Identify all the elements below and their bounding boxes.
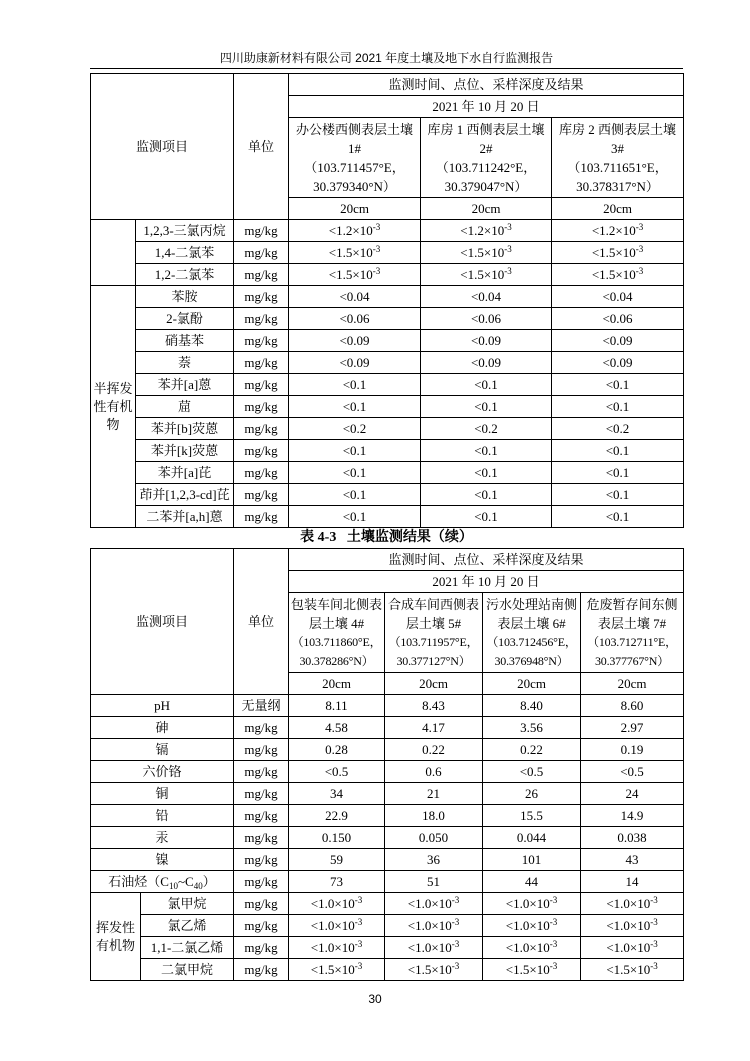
unit-cell: mg/kg [234, 484, 289, 506]
result-value: <0.1 [421, 440, 552, 462]
result-value: <0.1 [421, 462, 552, 484]
exponent-superscript: -3 [372, 221, 381, 232]
table-row [91, 717, 684, 739]
exponent-superscript: -3 [372, 243, 381, 254]
result-value [421, 264, 552, 286]
monitoring-item: 1,1-二氯乙烯 [141, 937, 234, 959]
unit-cell: mg/kg [234, 937, 289, 959]
exponent-superscript: -3 [504, 221, 512, 232]
result-value: 44 [483, 871, 581, 893]
result-value: <0.1 [421, 374, 552, 396]
result-value: 2.97 [581, 717, 684, 739]
result-value [483, 915, 581, 937]
text-run: ~C [177, 873, 194, 889]
monitoring-item: 二氯甲烷 [141, 959, 234, 981]
table-row [91, 308, 684, 330]
exponent-superscript: -3 [504, 265, 512, 276]
sampling-depth: 20cm [581, 673, 684, 695]
unit-cell: mg/kg [234, 308, 289, 330]
sampling-point-coordinates: （103.711242°E，30.379047°N） [435, 159, 537, 194]
result-value: 22.9 [289, 805, 385, 827]
result-value [483, 893, 581, 915]
monitoring-item: 1,2-二氯苯 [136, 264, 234, 286]
sampling-depth: 20cm [289, 198, 421, 220]
sampling-date: 2021 年 10 月 20 日 [289, 571, 684, 593]
table-row [91, 462, 684, 484]
result-value: <0.1 [289, 396, 421, 418]
text-run: <1.5×10 [606, 961, 651, 977]
result-value: 0.150 [289, 827, 385, 849]
monitoring-item: 苯并[k]荧蒽 [136, 440, 234, 462]
result-value: <0.2 [421, 418, 552, 440]
table-title: 表 4-3 土壤监测结果（续） [300, 530, 473, 545]
result-value: <0.04 [289, 286, 421, 308]
result-value: <0.04 [421, 286, 552, 308]
sampling-point-name: 库房 2 西侧表层土壤 3# [559, 121, 677, 156]
monitoring-item-header: 监测项目 [91, 549, 234, 695]
text-run: <1.0×10 [407, 939, 452, 955]
page-header: 四川助康新材料有限公司 2021 年度土壤及地下水自行监测报告 [219, 51, 554, 65]
sampling-point-header [289, 593, 385, 673]
unit-cell: mg/kg [234, 440, 289, 462]
sampling-point-coordinates: （103.711957°E，30.377127°N） [388, 634, 479, 668]
monitoring-item: pH [91, 695, 234, 717]
sampling-point-name: 危废暂存间东侧表层土壤 7# [586, 596, 678, 631]
result-value: 14 [581, 871, 684, 893]
text-run: <1.5×10 [460, 266, 505, 282]
exponent-superscript: -3 [451, 894, 460, 905]
exponent-superscript: -3 [549, 916, 558, 927]
monitoring-item: 苯并[b]荧蒽 [136, 418, 234, 440]
result-value: 0.22 [483, 739, 581, 761]
unit-cell: mg/kg [234, 827, 289, 849]
sampling-point-name: 办公楼西侧表层土壤 1# [296, 121, 414, 156]
unit-cell: mg/kg [234, 506, 289, 528]
monitoring-item: 铅 [91, 805, 234, 827]
result-value: <0.09 [552, 352, 684, 374]
monitoring-item: 氯甲烷 [141, 893, 234, 915]
results-header: 监测时间、点位、采样深度及结果 [289, 74, 684, 96]
result-value: <0.09 [289, 330, 421, 352]
table-row [91, 849, 684, 871]
result-value: <0.1 [289, 462, 421, 484]
unit-cell: mg/kg [234, 264, 289, 286]
unit-cell: mg/kg [234, 805, 289, 827]
subscript: 10 [168, 880, 178, 891]
unit-cell: mg/kg [234, 374, 289, 396]
result-value: 34 [289, 783, 385, 805]
soil-monitoring-results-table-4-3 [90, 548, 684, 981]
sampling-point-header [385, 593, 483, 673]
table-row [91, 761, 684, 783]
unit-cell: mg/kg [234, 959, 289, 981]
monitoring-item: 镍 [91, 849, 234, 871]
unit-cell: mg/kg [234, 242, 289, 264]
unit-cell: mg/kg [234, 849, 289, 871]
result-value: 8.11 [289, 695, 385, 717]
result-value: <0.2 [289, 418, 421, 440]
result-value: 4.58 [289, 717, 385, 739]
exponent-superscript: -3 [635, 265, 644, 276]
result-value [289, 264, 421, 286]
exponent-superscript: -3 [354, 938, 363, 949]
unit-header: 单位 [234, 549, 289, 695]
sampling-depth: 20cm [385, 673, 483, 695]
result-value: <0.1 [289, 374, 421, 396]
sampling-point-header [483, 593, 581, 673]
result-value: 15.5 [483, 805, 581, 827]
monitoring-item: 硝基苯 [136, 330, 234, 352]
table-row [91, 871, 684, 893]
text-run: <1.2×10 [460, 222, 505, 238]
result-value: <0.09 [421, 330, 552, 352]
result-value: 0.050 [385, 827, 483, 849]
result-value: <0.04 [552, 286, 684, 308]
text-run: <1.5×10 [310, 961, 355, 977]
result-value: 73 [289, 871, 385, 893]
result-value: <0.1 [552, 506, 684, 528]
sampling-depth: 20cm [552, 198, 684, 220]
exponent-superscript: -3 [635, 243, 644, 254]
sampling-point-header [552, 118, 684, 198]
exponent-superscript: -3 [635, 221, 644, 232]
sampling-point-header [581, 593, 684, 673]
monitoring-item: 氯乙烯 [141, 915, 234, 937]
sampling-depth: 20cm [421, 198, 552, 220]
monitoring-item: 汞 [91, 827, 234, 849]
table-row [91, 352, 684, 374]
header-row [91, 549, 684, 571]
unit-cell: mg/kg [234, 286, 289, 308]
table-row [91, 695, 684, 717]
text-run: ） [202, 873, 216, 889]
result-value [289, 915, 385, 937]
monitoring-item: 六价铬 [91, 761, 234, 783]
result-value [552, 220, 684, 242]
result-value: <0.1 [289, 484, 421, 506]
result-value [289, 893, 385, 915]
table-row [91, 484, 684, 506]
result-value: 3.56 [483, 717, 581, 739]
result-value [385, 915, 483, 937]
unit-cell: mg/kg [234, 418, 289, 440]
result-value: 0.22 [385, 739, 483, 761]
unit-header: 单位 [234, 74, 289, 220]
result-value: 24 [581, 783, 684, 805]
result-value: <0.1 [552, 462, 684, 484]
text-run: <1.0×10 [310, 939, 355, 955]
table-row [91, 220, 684, 242]
result-value [483, 937, 581, 959]
monitoring-item: 铜 [91, 783, 234, 805]
text-run: <1.0×10 [407, 917, 452, 933]
result-value: 43 [581, 849, 684, 871]
category-cell [91, 220, 136, 286]
sampling-point-header [421, 118, 552, 198]
exponent-superscript: -3 [650, 894, 658, 905]
result-value: 14.9 [581, 805, 684, 827]
unit-cell: mg/kg [234, 893, 289, 915]
result-value: <0.5 [483, 761, 581, 783]
monitoring-item: 1,2,3-三氯丙烷 [136, 220, 234, 242]
unit-cell: mg/kg [234, 871, 289, 893]
result-value: 18.0 [385, 805, 483, 827]
result-value [421, 220, 552, 242]
sampling-point-coordinates: （103.711860°E，30.378286°N） [291, 634, 382, 668]
exponent-superscript: -3 [451, 916, 460, 927]
monitoring-item: 萘 [136, 352, 234, 374]
result-value [289, 220, 421, 242]
table-row [91, 286, 684, 308]
result-value [421, 242, 552, 264]
result-value: 4.17 [385, 717, 483, 739]
text-run: <1.0×10 [310, 895, 355, 911]
monitoring-item: 苯胺 [136, 286, 234, 308]
exponent-superscript: -3 [650, 916, 658, 927]
result-value: <0.09 [552, 330, 684, 352]
unit-cell: mg/kg [234, 739, 289, 761]
exponent-superscript: -3 [549, 894, 558, 905]
text-run: <1.5×10 [328, 266, 373, 282]
text-run: <1.5×10 [407, 961, 452, 977]
result-value [289, 242, 421, 264]
table-row [91, 418, 684, 440]
exponent-superscript: -3 [354, 894, 363, 905]
unit-cell: mg/kg [234, 220, 289, 242]
text-run: <1.0×10 [505, 917, 550, 933]
result-value: 101 [483, 849, 581, 871]
result-value: <0.06 [289, 308, 421, 330]
table-row [91, 506, 684, 528]
text-run: <1.5×10 [591, 244, 636, 260]
text-run: <1.0×10 [606, 939, 651, 955]
table-row [91, 959, 684, 981]
exponent-superscript: -3 [354, 960, 363, 971]
result-value: <0.09 [421, 352, 552, 374]
result-value: <0.1 [552, 440, 684, 462]
unit-cell: mg/kg [234, 783, 289, 805]
table-row [91, 827, 684, 849]
unit-cell: mg/kg [234, 761, 289, 783]
table-row [91, 242, 684, 264]
result-value: <0.5 [581, 761, 684, 783]
result-value [385, 893, 483, 915]
result-value: 8.60 [581, 695, 684, 717]
exponent-superscript: -3 [504, 243, 512, 254]
result-value [581, 915, 684, 937]
exponent-superscript: -3 [372, 265, 381, 276]
result-value: 0.28 [289, 739, 385, 761]
monitoring-item: 苯并[a]芘 [136, 462, 234, 484]
sampling-point-name: 合成车间西侧表层土壤 5# [388, 596, 480, 631]
result-value: <0.1 [421, 484, 552, 506]
sampling-point-coordinates: （103.712711°E，30.377767°N） [587, 634, 677, 668]
sampling-point-coordinates: （103.712456°E，30.376948°N） [486, 634, 577, 668]
result-value [581, 959, 684, 981]
monitoring-item: 砷 [91, 717, 234, 739]
sampling-point-header [289, 118, 421, 198]
result-value [385, 959, 483, 981]
text-run: 石油烃（C [108, 873, 169, 889]
header-row [91, 74, 684, 96]
subscript: 40 [193, 880, 203, 891]
monitoring-item: 䓛 [136, 396, 234, 418]
text-run: <1.0×10 [606, 895, 651, 911]
result-value: <0.1 [289, 506, 421, 528]
table-row [91, 915, 684, 937]
monitoring-item: 2-氯酚 [136, 308, 234, 330]
text-run: <1.5×10 [505, 961, 550, 977]
category-cell: 半挥发性有机物 [91, 286, 136, 528]
sampling-date: 2021 年 10 月 20 日 [289, 96, 684, 118]
text-run: <1.0×10 [505, 895, 550, 911]
sampling-point-coordinates: （103.711651°E，30.378317°N） [567, 159, 668, 194]
result-value [483, 959, 581, 981]
unit-cell: 无量纲 [234, 695, 289, 717]
result-value: 8.40 [483, 695, 581, 717]
table-row [91, 739, 684, 761]
result-value: 0.6 [385, 761, 483, 783]
result-value: 0.038 [581, 827, 684, 849]
text-run: <1.5×10 [591, 266, 636, 282]
sampling-point-name: 包装车间北侧表层土壤 4# [291, 596, 383, 631]
result-value [289, 937, 385, 959]
soil-monitoring-results-table-continued [90, 73, 684, 528]
results-header: 监测时间、点位、采样深度及结果 [289, 549, 684, 571]
result-value [581, 937, 684, 959]
result-value: 51 [385, 871, 483, 893]
table-row [91, 937, 684, 959]
result-value: <0.1 [552, 484, 684, 506]
text-run: <1.0×10 [407, 895, 452, 911]
result-value: <0.06 [552, 308, 684, 330]
result-value: 8.43 [385, 695, 483, 717]
unit-cell: mg/kg [234, 462, 289, 484]
sampling-point-coordinates: （103.711457°E，30.379340°N） [304, 159, 405, 194]
result-value: 0.044 [483, 827, 581, 849]
text-run: <1.5×10 [328, 244, 373, 260]
monitoring-item [91, 871, 234, 893]
unit-cell: mg/kg [234, 330, 289, 352]
exponent-superscript: -3 [650, 960, 658, 971]
monitoring-item-header: 监测项目 [91, 74, 234, 220]
exponent-superscript: -3 [451, 960, 460, 971]
monitoring-item: 苯并[a]蒽 [136, 374, 234, 396]
exponent-superscript: -3 [650, 938, 658, 949]
result-value: <0.5 [289, 761, 385, 783]
text-run: <1.5×10 [460, 244, 505, 260]
exponent-superscript: -3 [549, 938, 558, 949]
result-value: <0.1 [421, 396, 552, 418]
result-value: 21 [385, 783, 483, 805]
result-value: <0.09 [289, 352, 421, 374]
exponent-superscript: -3 [549, 960, 558, 971]
monitoring-item: 二苯并[a,h]蒽 [136, 506, 234, 528]
unit-cell: mg/kg [234, 396, 289, 418]
text-run: <1.0×10 [505, 939, 550, 955]
result-value [552, 242, 684, 264]
result-value: 0.19 [581, 739, 684, 761]
result-value [385, 937, 483, 959]
table-row [91, 783, 684, 805]
result-value [289, 959, 385, 981]
exponent-superscript: -3 [354, 916, 363, 927]
text-run: <1.0×10 [310, 917, 355, 933]
result-value: <0.06 [421, 308, 552, 330]
monitoring-item: 茚并[1,2,3-cd]芘 [136, 484, 234, 506]
result-value [552, 264, 684, 286]
text-run: <1.0×10 [606, 917, 651, 933]
table-row [91, 396, 684, 418]
table-row [91, 374, 684, 396]
unit-cell: mg/kg [234, 915, 289, 937]
result-value: <0.1 [552, 396, 684, 418]
text-run: <1.2×10 [328, 222, 373, 238]
unit-cell: mg/kg [234, 717, 289, 739]
monitoring-item: 1,4-二氯苯 [136, 242, 234, 264]
text-run: <1.2×10 [591, 222, 636, 238]
page-number: 30 [368, 992, 382, 1006]
table-row [91, 440, 684, 462]
result-value: 36 [385, 849, 483, 871]
result-value [581, 893, 684, 915]
sampling-depth: 20cm [483, 673, 581, 695]
result-value: <0.1 [552, 374, 684, 396]
sampling-point-name: 污水处理站南侧表层土壤 6# [486, 596, 578, 631]
result-value: 59 [289, 849, 385, 871]
table-row [91, 805, 684, 827]
table-row [91, 893, 684, 915]
result-value: <0.1 [421, 506, 552, 528]
monitoring-item: 镉 [91, 739, 234, 761]
exponent-superscript: -3 [451, 938, 460, 949]
sampling-point-name: 库房 1 西侧表层土壤 2# [427, 121, 545, 156]
result-value: <0.1 [289, 440, 421, 462]
result-value: <0.2 [552, 418, 684, 440]
category-cell: 挥发性有机物 [91, 893, 141, 981]
header-rule [90, 68, 683, 69]
sampling-depth: 20cm [289, 673, 385, 695]
result-value: 26 [483, 783, 581, 805]
table-row [91, 330, 684, 352]
table-row [91, 264, 684, 286]
unit-cell: mg/kg [234, 352, 289, 374]
